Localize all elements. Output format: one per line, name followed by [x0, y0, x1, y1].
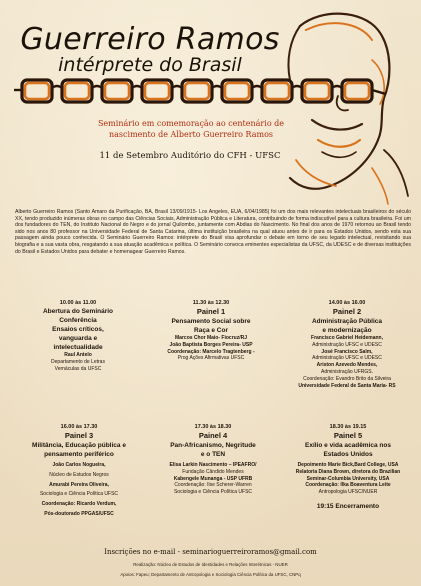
- participant-affiliation: Administração UFSC e UDESC: [312, 341, 382, 348]
- participant-affiliation: Núcleo de Estudos Negros: [49, 471, 109, 478]
- participant-affiliation: Administração UFRGS.: [321, 368, 373, 375]
- panel-theme-1: Exílio e vida acadêmica nos: [305, 442, 391, 449]
- panel-label: Painel 4: [198, 431, 228, 440]
- session-time: 11.30 às 12.30: [192, 300, 230, 306]
- speaker-affiliation-2: Vernáculas da UFSC: [54, 365, 102, 372]
- session-title: Abertura do Seminário: [42, 308, 114, 315]
- panel-theme-2: pensamento periférico: [44, 451, 114, 458]
- participant: Kabengele Munanga - USP UFRB: [173, 475, 253, 482]
- session-panel-3: [10, 424, 148, 518]
- participant: Elisa Larkin Nascimento – IPEAFRO/: [169, 462, 257, 468]
- coordinator: Coordenação: Evandro Brito da Silveira: [303, 375, 391, 382]
- page-title: Guerreiro Ramos: [20, 22, 280, 57]
- support-credit: Apoios: Fapeu; Departamento de Antropologia e Sociologia Ciência Política da UFSC, CNPq: [120, 572, 301, 577]
- session-time: 18.30 às 19.15: [329, 424, 367, 430]
- panel-theme-2: e modernização: [322, 327, 372, 334]
- registration-email: Inscrições no e-mail - seminarioguerreiroramos@gmail.com: [104, 548, 317, 556]
- intro-paragraph: Alberto Guerreiro Ramos (Santo Amaro da Purificação, BA, Brasil 13/09/1915- Los Angeles, EUA, 6/04/1985) foi um dos mais relevantes intelectuais brasileiros do século XX, tendo produzido inúmeras obras no campo das Ciências Sociais, Administração Pública e Literatura, contribuindo de forma indiscutível para a cultura brasileira. Foi um dos fundadores do TEN, do Instituto Nacional do Negro e do jornal Quilombo, juntamente com Abdias do Nascimento. No final dos anos de 1970 retornou ao Brasil tendo sido nos anos 80 professor na Universidade Federal de Santa Catarina, última instituição brasileira na qual atuou antes de ir para os Estados Unidos, sendo esta sua passagem ainda pouco conhecida. O Seminário Guerreiro Ramos: intérprete do Brasil visa aprofundar o debate em torno de seu legado intelectual, revisitando sua biografia e a sua vasta obra, resgatando a sua atuação acadêmica e política. O Seminário convoca eminentes especialistas da UFSC, da UDESC e de diversas instituições do Brasil e Estados Unidos para debater e homenagear Guerreiro Ramos.: [15, 209, 411, 255]
- panel-theme-1: Militância, Educação pública e: [32, 442, 126, 449]
- participant: José Francisco Salm,: [321, 348, 373, 355]
- coordinator-affiliation: Antropologia UFSC/NUER: [318, 489, 378, 496]
- coordinator-affiliation: Universidade Federal de Santa Maria- RS: [298, 382, 396, 389]
- session-panel-1: [142, 300, 280, 362]
- session-time: 16.00 às 17.30: [60, 424, 98, 430]
- panel-theme-2: Estados Unidos: [323, 451, 373, 458]
- panel-label: Painel 1: [196, 307, 226, 316]
- glasses-chain-icon: [14, 80, 386, 102]
- participant-affiliation: Seminar-Columbia University, USA: [306, 475, 390, 482]
- page-subtitle: intérprete do Brasil: [58, 54, 242, 76]
- seminar-line-2: nascimento de Alberto Guerreiro Ramos: [109, 130, 273, 139]
- panel-label: Painel 5: [333, 431, 363, 440]
- coordinator: Coordenação: Ricardo Verdum,: [41, 501, 117, 508]
- seminar-description: [76, 118, 306, 140]
- portrait-sketch: [288, 14, 408, 204]
- panel-theme-1: Pensamento Social sobre: [171, 318, 251, 325]
- session-time: 17.30 às 18.30: [194, 424, 232, 430]
- coordinator: Coordenação: Marcelo Tragtenberg -: [167, 348, 255, 355]
- session-panel-2: [280, 300, 414, 389]
- session-time: 14.00 às 16.00: [328, 300, 366, 306]
- panel-label: Painel 2: [332, 307, 362, 316]
- panel-theme-2: Raça e Cor: [194, 327, 228, 334]
- session-theme-2: vanguarda e: [58, 335, 98, 342]
- session-panel-5: [280, 424, 416, 511]
- participant: Marcos Chor Maio- Fiocruz/RJ: [175, 335, 247, 341]
- closing-label: 19:15 Encerramento: [316, 502, 380, 510]
- session-panel-4: [146, 424, 280, 496]
- participant: Francisco Gabriel Heidemann,: [311, 335, 383, 341]
- participant: João Carlos Nogueira,: [52, 462, 106, 468]
- participant-affiliation: Sociologia e Ciência Política UFSC: [39, 491, 119, 498]
- coordinator-affiliation: Prog Ações Afirmativas UFSC: [177, 355, 245, 362]
- date-place: 11 de Setembro Auditório do CFH - UFSC: [99, 151, 281, 161]
- coordinator: Coordenação: Ilse Scherer-Warren: [174, 482, 252, 489]
- participant-affiliation: Administração UFSC e UDESC: [312, 355, 382, 362]
- organizer-credit: Realização: Núcleo de Estudos de Identidades e Relações Interétnicas - NUER: [133, 562, 288, 567]
- participant: Relatoria Diana Brown, diretora do Brazilian: [295, 468, 401, 475]
- session-time: 10.00 às 11.00: [59, 300, 97, 306]
- participant-affiliation: Fundação Cândido Mendes: [182, 468, 244, 475]
- speaker-name: Raul Antelo: [64, 352, 92, 358]
- coordinator: Coordenação: Ilka Boaventura Leite: [305, 482, 391, 489]
- panel-theme-2: e o TEN: [200, 451, 226, 458]
- seminar-line-1: Seminário em comemoração ao centenário de: [97, 119, 285, 128]
- participant: Depoimento Marie Bick,Bard College, USA: [297, 462, 399, 468]
- speaker-affiliation-1: Departamento de Letras: [51, 358, 105, 365]
- session-kind: Conferência: [59, 317, 97, 324]
- session-theme-1: Ensaios críticos,: [52, 326, 104, 333]
- coordinator-affiliation: Sociologia e Ciência Política UFSC: [173, 489, 253, 496]
- participant: João Baptista Borges Pereira- USP: [169, 341, 253, 348]
- panel-theme-1: Administração Pública: [311, 318, 383, 325]
- participant: Amurabi Pereira Oliveira,: [49, 481, 109, 488]
- panel-label: Painel 3: [64, 431, 94, 440]
- participant: Ariston Azevedo Mendes,: [316, 362, 378, 369]
- session-opening: [14, 300, 142, 372]
- panel-theme-1: Pan-Africanismo, Negritude: [170, 442, 256, 449]
- session-theme-3: intelectualidade: [53, 344, 103, 351]
- coordinator-affiliation: Pós-doutorado PPGAS/UFSC: [44, 510, 114, 517]
